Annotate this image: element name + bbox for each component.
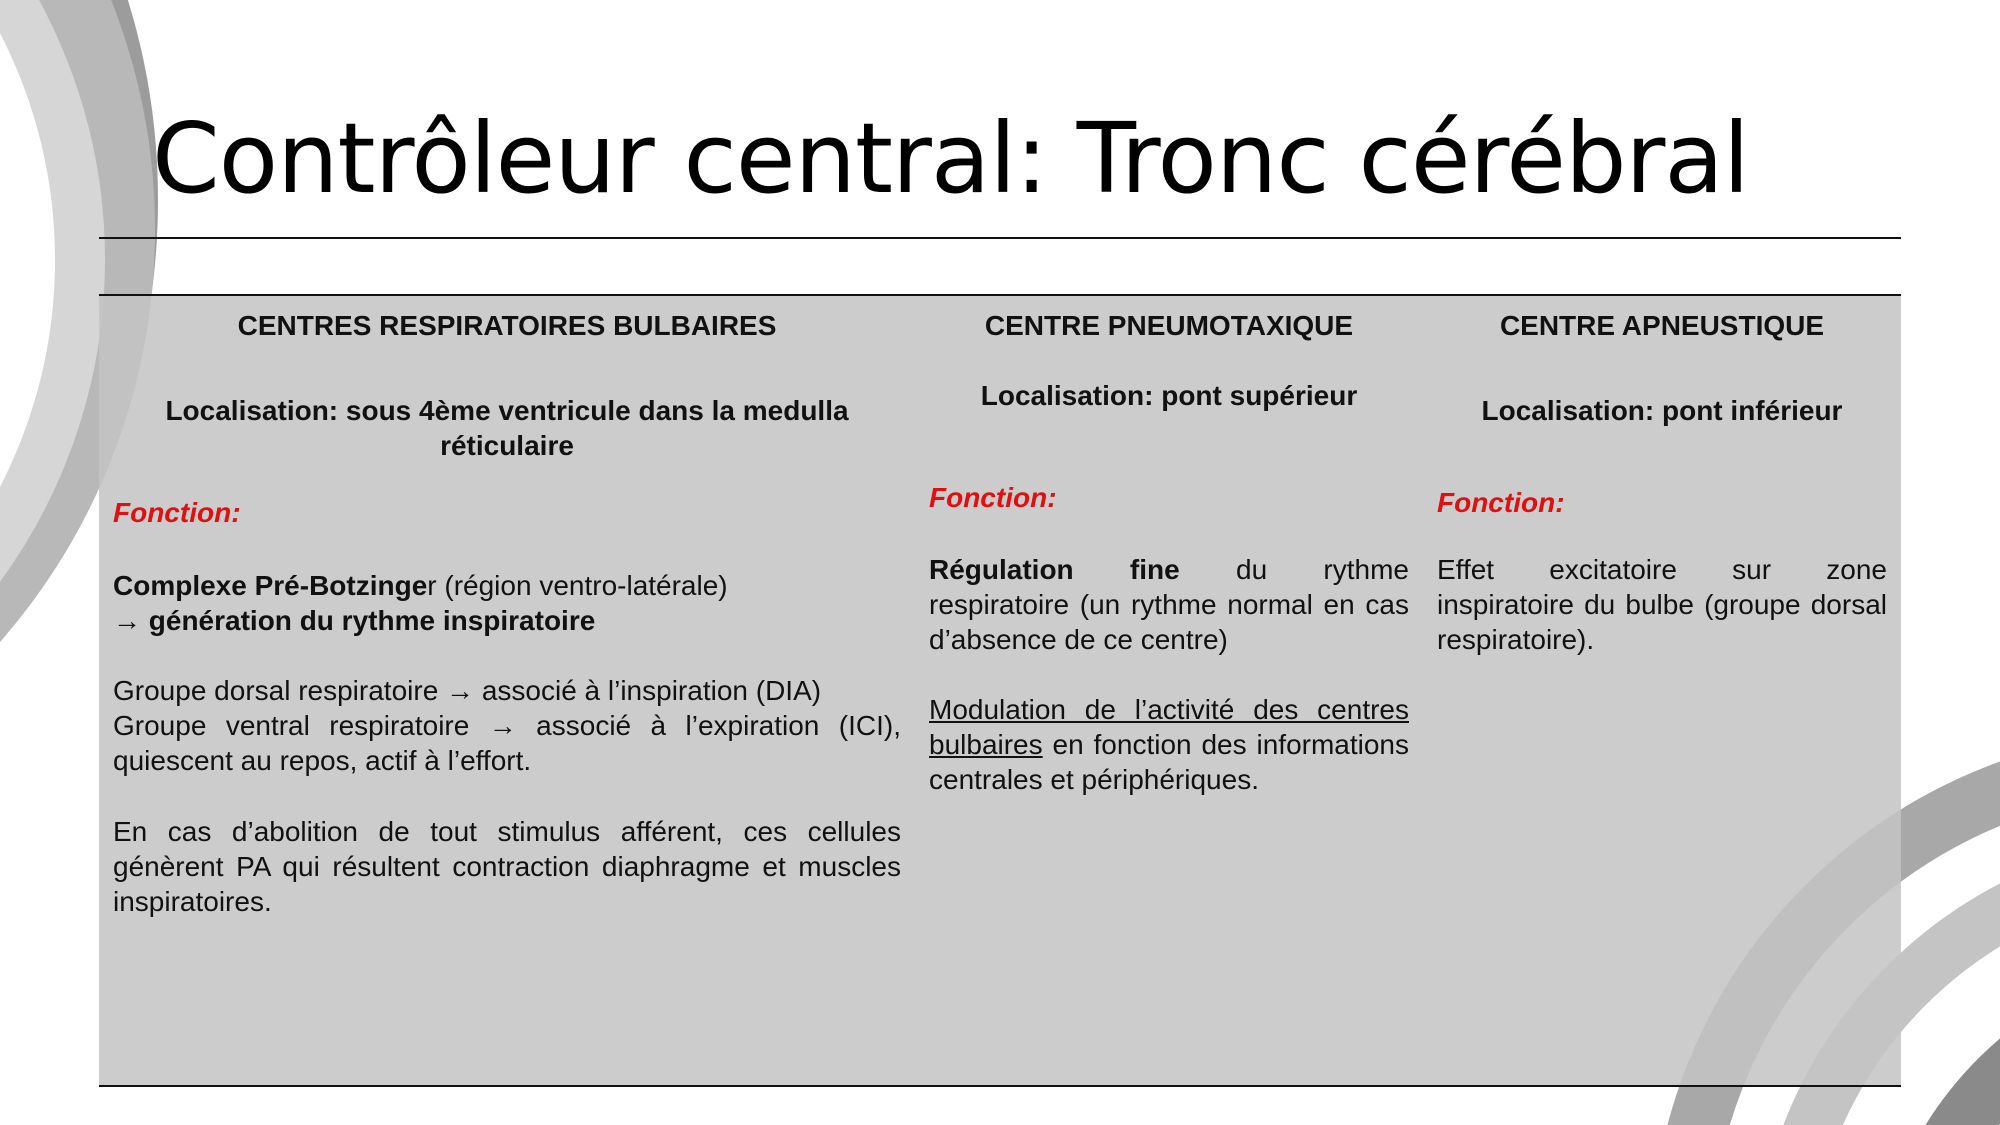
text-span: du rythme respiratoire (un rythme normal en cas d’absence de ce centre) [929,554,1409,655]
text-line: Groupe ventral respiratoire → associé à l’expiration (ICI), quiescent au repos, actif à l’effort. [113,710,901,776]
paragraph-pre-botzinger [113,568,901,638]
column-localisation: Localisation: pont inférieur [1481,395,1843,426]
bold-text: → génération du rythme inspiratoire [113,605,596,636]
paragraph-abolition: En cas d’abolition de tout stimulus afférent, ces cellules génèrent PA qui résultent contraction diaphragme et muscles inspiratoires. [113,816,901,917]
paragraph-modulation [929,692,1409,797]
fonction-label: Fonction: [113,497,241,528]
column-header: CENTRE APNEUSTIQUE [1499,310,1825,341]
paragraph-regulation [929,552,1409,657]
column-header: CENTRE PNEUMOTAXIQUE [984,310,1354,341]
paragraph-groupes [113,673,901,778]
paragraph-effet: Effet excitatoire sur zone inspiratoire du bulbe (groupe dorsal respiratoire). [1437,554,1887,655]
fonction-label: Fonction: [929,482,1057,513]
text-span: r (région ventro-latérale) [427,570,728,601]
text-span: en fonction des informations centrales et périphériques. [929,729,1409,795]
column-header: CENTRES RESPIRATOIRES BULBAIRES [237,310,777,341]
title-underline [99,237,1901,239]
bold-term: Complexe Pré-Botzinge [113,570,428,601]
bold-term: Régulation fine [929,554,1180,585]
column-localisation: Localisation: pont supérieur [980,380,1358,411]
fonction-label: Fonction: [1437,487,1565,518]
text-line: Groupe dorsal respiratoire → associé à l’inspiration (DIA) [113,675,822,706]
column-apneustique [1423,296,1901,1085]
comparison-table [99,294,1901,1087]
column-pneumotaxique [915,296,1423,1085]
underlined-text: Modulation de l’activité des centres bulbaires [929,694,1409,760]
page-title: Contrôleur central: Tronc cérébral [152,102,1749,215]
column-localisation: Localisation: sous 4ème ventricule dans la medulla réticulaire [165,395,849,461]
column-bulbaires [99,296,915,1085]
